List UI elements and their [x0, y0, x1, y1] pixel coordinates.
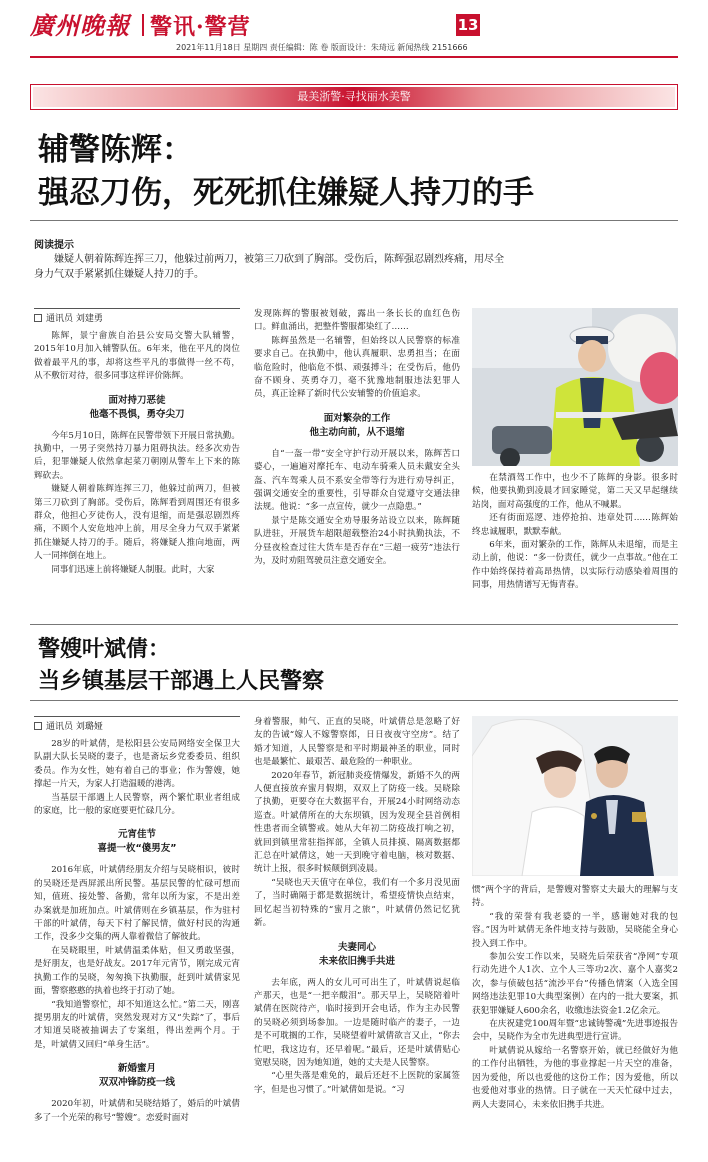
paragraph: 陈辉虽然是一名辅警，但始终以人民警察的标准要求自己。在执勤中，他认真履职、忠勇担当；在面临危险时，他临危不惧、顽强搏斗；在受伤后，他仍奋不顾身、英勇夺刀，毫不犹豫地制服违法犯罪人员，真正诠释了新时代公安辅警的价值追求。	[254, 335, 460, 400]
story2-headline-rule	[30, 700, 678, 701]
page-number: 13	[457, 16, 479, 34]
story1-column3	[472, 472, 678, 612]
paragraph: 同事们迅速上前将嫌疑人制服。此时，大家	[51, 564, 215, 575]
paragraph: 参加公安工作以来，吴晓先后荣获省“净网”专项行动先进个人1次、立个人三等功2次、嘉个人嘉奖2次，参与侦破包括“流沙平台”传播色情案（入选全国网络违法犯罪10大典型案例）在内的一批大要案，抓获犯罪嫌疑人600余名，收缴违法资金1.2亿余元。	[472, 952, 678, 1016]
paragraph: 28岁的叶斌倩，是松阳县公安局网络安全保卫大队副大队长吴晓的妻子，也是斋坛乡党委委员、组织委员。作为女性，她有着自己的事业；作为警嫂，她撑起一片天，为家人打造温暖的港湾。	[34, 739, 240, 790]
wedding-photo	[472, 716, 678, 876]
paragraph: 陈辉，景宁畲族自治县公安局交警大队辅警，2015年10月加入辅警队伍。6年来，他在平凡的岗位做着最平凡的事，却将这些平凡的事做得一丝不苟，从不敷衍对待，很多同事这样评价陈辉。	[34, 331, 240, 382]
story1-byline: 通讯员 刘建勇	[34, 308, 240, 324]
story1-headline-line1: 辅警陈辉：	[38, 132, 193, 168]
story2-byline: 通讯员 刘璐娅	[34, 716, 240, 732]
story1-column1	[34, 330, 240, 620]
paragraph: “我知道警察忙，却不知道这么忙。”第二天，刚喜提男朋友的叶斌倩，突然发现对方又“失踪”了，事后才知道吴晓被抽调去了专案组，得出差两个月。于是，叶斌倩又回归“单身生活”。	[34, 999, 240, 1050]
paragraph: 惯”两个字的背后，是警嫂对警察丈夫最大的理解与支持。	[472, 885, 678, 909]
paragraph: 2020年初，叶斌倩和吴晓结婚了，婚后的叶斌倩多了一个光荣的称号“警嫂”。恋爱时面对	[34, 1099, 240, 1123]
newspaper-logo: 廣州晚報	[30, 11, 130, 40]
subheading: 喜提一枚“傻男友”	[97, 843, 177, 855]
story1-column2	[254, 308, 460, 620]
paragraph: “我的荣誉有我老婆的一半，感谢她对我的包容。”因为叶斌倩无条件地支持与鼓励，吴晓能全身心投入到工作中。	[472, 911, 678, 949]
subheading: 他主动向前，从不退缩	[309, 426, 405, 438]
subheading: 双双冲锋防疫一线	[98, 1077, 175, 1089]
subheading: 他毫不畏惧，勇夺尖刀	[89, 408, 185, 420]
story2-headline-line2: 当乡镇基层干部遇上人民警察	[38, 669, 325, 694]
story2-headline-line1: 警嫂叶斌倩：	[38, 637, 171, 662]
paragraph: 在吴晓眼里，叶斌倩温柔体贴，但又勇敢坚强，是好朋友，也是好战友。2017年元宵节，刚完成元宵执勤工作的吴晓，匆匆换下执勤服，赶到叶斌倩家见面，警察憨憨的执着也终于打动了她。	[34, 945, 240, 997]
paragraph: 在禁酒驾工作中，也少不了陈辉的身影。很多时候，他要执勤到凌晨才回家睡觉，第二天又早起继续站岗，面对高强度的工作，他从不喊累。	[472, 473, 678, 510]
subheading: 夫妻同心	[337, 941, 376, 953]
issue-info: 2021年11月18日 星期四 责任编辑：陈 卷 版面设计：朱琦远 新闻热线 2151666	[176, 43, 468, 52]
reading-guide-text: 嫌疑人朝着陈辉连挥三刀，他躲过前两刀，被第三刀砍到了胸部。受伤后，陈辉强忍剧烈疼痛，用尽全身力气双手紧紧抓住嫌疑人持刀的手。	[34, 254, 504, 280]
paragraph: 自“一盔一带”安全守护行动开展以来，陈辉苦口婆心，一遍遍对摩托车、电动车骑乘人员未戴安全头盔、汽车驾乘人员不系安全带等行为进行劝导纠正，强调交通安全的重要性，引导群众自觉遵守交通法律法规。他说：“多一点宣传，就少一点隐患。”	[254, 448, 460, 513]
paragraph: 今年5月10日，陈辉在民警带领下开展日常执勤。执勤中，一男子突然持刀暴力阻碍执法。经多次劝告后，犯罪嫌疑人依然拿起菜刀朝刚从警车上下来的陈辉砍去。	[34, 430, 240, 481]
paragraph: 在庆祝建党100周年暨“忠诚铸警魂”先进事迹报告会中，吴晓作为全市先进典型进行宣讲。	[472, 1019, 678, 1043]
paragraph: 2020年春节，新冠肺炎疫情爆发，新婚不久的两人便直接放弃蜜月假期，双双上了防疫一线。吴晓除了执勤，更要夺在大数据平台，开展24小时网络动态巡查。叶斌倩所在的大东坝镇，因为发现全县首例相性患者而全镇警戒。她从大年初二防疫战打响之初，就回到镇里常驻指挥部，全镇人员排摸、隔离数据都汇总在叶斌倩这，她一天到晚守着电脑，核对数据、统计上报，很多时候颠倒到凌晨。	[254, 770, 460, 875]
masthead	[30, 6, 678, 46]
story-divider-rule	[30, 624, 678, 625]
subheading: 元宵佳节	[117, 829, 156, 841]
paragraph: 6年来，面对繁杂的工作，陈辉从未退缩，而是主动上前，他说：“多一份责任，就少一点事故。”他在工作中始终保持着高昂热情，以实际行动感染着周围的同事，用热情谱写无悔青春。	[472, 540, 678, 591]
story2-column1	[34, 738, 240, 1152]
paragraph: 景宁是陈交通安全劝导服务站设立以来，陈辉随队进驻，开展货车超限超载整治24小时执勤执法，不分昼夜检查过往大货车是否存在“三超一疲劳”违法行为，及时劝阻驾驶员注意交通安全。	[254, 515, 460, 567]
paragraph: 叶斌倩说从嫁给一名警察开始，就已经做好为他的工作付出牺牲，为他的事业撑起一片天空的准备，因为爱他，所以也爱他的这份工作；因为爱他，所以也爱他对事业的热情。日子就在一天天忙碌中过去，两人夫妻同心，未来依旧携手共进。	[472, 1045, 678, 1110]
traffic-officer-photo	[472, 308, 678, 466]
section-title: 警讯·警营	[150, 14, 251, 40]
paragraph: “吴晓也天天值守在单位，我们有一个多月没见面了，当时确隔于都是数据统计，希望疫情快点结束，回忆起当初特殊的“蜜月之旅”，叶斌倩仍然记忆犹新。	[254, 877, 460, 929]
paragraph: 发现陈辉的警服被划破，露出一条长长的血红色伤口。鲜血涌出，把整件警服都染红了……	[254, 309, 460, 333]
story1-headline-line2: 强忍刀伤，死死抓住嫌疑人持刀的手	[38, 175, 534, 211]
subheading: 新婚蜜月	[117, 1063, 156, 1075]
masthead-rule	[30, 56, 678, 58]
series-banner-text: 最美浙警·寻找丽水美警	[297, 90, 411, 103]
paragraph: 嫌疑人朝着陈辉连挥三刀，他躲过前两刀，但被第三刀砍到了胸部。受伤后，陈辉看到周围还有很多群众，他担心歹徒伤人，没有退缩，而是强忍剧烈疼痛，不顾个人安危地冲上前，用尽全身力气双手紧紧抓住嫌疑人持刀的手。随后，将嫌疑人推向地面，两人一同摔倒在地上。	[34, 484, 240, 562]
paragraph: 去年底，两人的女儿可可出生了，叶斌倩说起临产那天，也是“一把辛酸泪”。那天早上，吴晓陪着叶斌倩在医院待产，临时接到开会电话，作为主办民警的吴晓必须到场参加。一边是随时临产的妻子，一边是不可耽搁的工作，吴晓望着叶斌倩欲言又止，“你去忙吧，我这边有，还早着呢。”最后，还是叶斌倩贴心宽慰吴晓，因为她知道，她的丈夫是人民警察。	[254, 977, 460, 1068]
reading-guide-label: 阅读提示	[34, 240, 74, 251]
story2-column2	[254, 716, 460, 1152]
byline-box-icon	[34, 314, 42, 322]
paragraph: 2016年底，叶斌倩经朋友介绍与吴晓相识，彼时的吴晓还是西屏派出所民警。基层民警的忙碌可想而知，值班、接处警、备勤，常年以所为家，不是出差办案就是加班加点。叶斌倩则在乡镇基层，作为驻村干部的叶斌倩，每天下村了解民情，做好村民的沟通工作，没多少交集的两人靠着微信了解彼此。	[34, 865, 240, 943]
series-banner	[30, 84, 678, 110]
subheading: 面对持刀恶徒	[108, 394, 166, 406]
story2-column3	[472, 884, 678, 1152]
paragraph: 当基层干部遇上人民警察，两个繁忙职业者组成的家庭，比一般的家庭要更忙碌几分。	[34, 792, 240, 817]
subheading: 未来依旧携手共进	[318, 955, 395, 967]
subheading: 面对繁杂的工作	[323, 412, 391, 424]
masthead-divider	[142, 14, 144, 36]
byline-box-icon	[34, 722, 42, 730]
paragraph: “心里失落是难免的，最后还赶不上医院的家属签字，但是也习惯了。”叶斌倩如是说。“习	[254, 1071, 460, 1095]
paragraph: 还有街面巡逻、违停抢拍、违章处罚……陈辉始终忠诚履职，默默奉献。	[472, 513, 678, 537]
story1-headline-rule	[30, 220, 678, 221]
paragraph: 身着警服，帅气、正直的吴晓，叶斌倩总是忽略了好友的告诫“嫁人不嫁警察郎，日日夜夜守空房”。结了婚才知道，人民警察是和平时期最神圣的职业，同时也是最繁忙、最艰苦、最危险的一种职业。	[254, 717, 460, 768]
